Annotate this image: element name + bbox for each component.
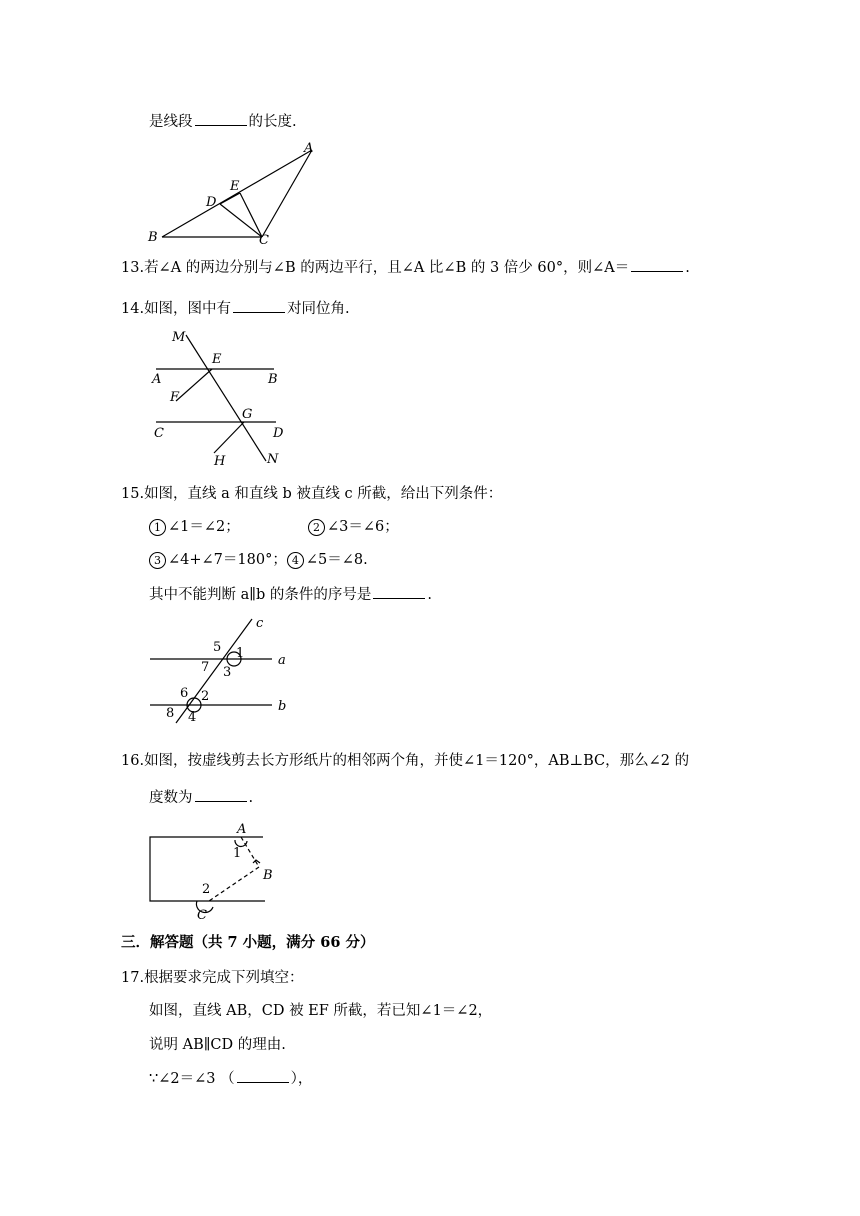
fig15-angle-1: 1 (236, 646, 245, 661)
fig14-label-g: G (242, 407, 253, 422)
figure-16 (147, 822, 297, 922)
fig12-label-d: D (206, 195, 217, 210)
q16-answer-blank[interactable] (195, 787, 247, 802)
q15-condition-1-text: ∠1＝∠2； (168, 519, 240, 535)
fig15-angle-7: 7 (201, 660, 210, 675)
fig14-line-mn (186, 335, 266, 461)
q17-line-4 (149, 1068, 312, 1089)
q17-line-4-post: ）， (290, 1071, 313, 1087)
fig14-label-d: D (273, 426, 284, 441)
q15 (121, 484, 502, 504)
q14-answer-blank[interactable] (233, 298, 285, 313)
q15-ask (149, 584, 432, 605)
fig16-label-c: C (197, 908, 207, 923)
q16-text-pre: 度数为 (149, 790, 193, 806)
q16-number: 16. (121, 753, 145, 769)
q12-tail (149, 111, 297, 132)
q13-text: 若∠A 的两边分别与∠B 的两边平行，且∠A 比∠B 的 3 倍少 60°，则∠A＝ (144, 260, 630, 276)
fig16-label-b: B (263, 868, 273, 883)
q13 (121, 257, 690, 278)
fig14-label-n: N (267, 452, 279, 467)
fig15-label-c: c (256, 616, 264, 631)
q13-answer-blank[interactable] (631, 257, 683, 272)
q15-ask-end: . (427, 587, 432, 603)
fig14-ray-ef (176, 369, 212, 401)
circled-number-4: 4 (287, 552, 304, 569)
fig12-segment-de (220, 193, 240, 204)
fig12-label-a: A (304, 141, 314, 156)
fig14-label-m: M (172, 330, 186, 345)
q17-number: 17. (121, 970, 145, 986)
fig15-angle-5: 5 (213, 640, 222, 655)
q17-line-4-pre: ∵∠2＝∠3 （ (149, 1071, 235, 1087)
fig15-angle-8: 8 (166, 706, 175, 721)
fig12-segment-ca (262, 150, 312, 237)
q15-condition-1 (149, 517, 240, 537)
q16-text-line-1: 如图，按虚线剪去长方形纸片的相邻两个角，并使∠1＝120°，AB⊥BC，那么∠2 的 (144, 753, 690, 769)
q14-text-post: 对同位角. (287, 301, 350, 317)
q12-text-pre: 是线段 (149, 114, 193, 130)
q16-text-end: . (248, 790, 254, 806)
q13-text-end: . (685, 260, 690, 276)
q17-line-3: 说明 AB∥CD 的理由. (149, 1037, 286, 1053)
fig15-angle-3: 3 (223, 665, 232, 680)
fig14-label-c: C (154, 426, 164, 441)
fig12-segment-ec (240, 193, 262, 237)
fig14-label-b: B (268, 372, 278, 387)
q16-line-1 (121, 751, 689, 771)
fig15-label-a: a (278, 653, 286, 668)
figure-15 (146, 615, 316, 727)
fig15-angle-2: 2 (201, 689, 210, 704)
fig14-label-a: A (152, 372, 162, 387)
circled-number-2: 2 (308, 519, 325, 536)
fig14-label-f: F (170, 390, 180, 405)
q15-condition-4-text: ∠5＝∠8. (305, 552, 368, 568)
fig15-angle-6: 6 (180, 686, 189, 701)
fig16-angle-2: 2 (202, 882, 211, 897)
fig16-cut-line-ab (241, 837, 259, 867)
circled-number-3: 3 (149, 552, 166, 569)
fig16-label-a: A (237, 822, 247, 837)
q15-condition-2-text: ∠3＝∠6； (327, 519, 399, 535)
q15-answer-blank[interactable] (373, 584, 425, 599)
fig16-cut-line-bc (209, 867, 259, 901)
q14-text-pre: 如图，图中有 (144, 301, 232, 317)
fig15-angle-4: 4 (188, 710, 197, 725)
q14 (121, 298, 350, 319)
q15-text: 如图，直线 a 和直线 b 被直线 c 所截，给出下列条件： (144, 486, 503, 502)
figure-12 (140, 138, 330, 248)
fig16-angle-1: 1 (233, 846, 242, 861)
q17-reason-blank[interactable] (237, 1068, 289, 1083)
q17-line-1 (121, 968, 304, 988)
q17-line-2: 如图，直线 AB，CD 被 EF 所截，若已知∠1＝∠2， (149, 1003, 493, 1019)
figure-14 (148, 325, 308, 475)
section-3-title: 三．解答题（共 7 小题，满分 66 分） (121, 934, 375, 951)
fig15-label-b: b (278, 699, 287, 714)
fig14-ray-gh (214, 422, 244, 453)
q12-text-post: 的长度. (248, 114, 297, 130)
q15-condition-3-4 (149, 550, 368, 570)
q12-answer-blank[interactable] (195, 111, 247, 126)
q14-number: 14. (121, 301, 145, 317)
fig14-label-e: E (212, 352, 222, 367)
fig12-label-e: E (230, 179, 240, 194)
q15-number: 15. (121, 486, 145, 502)
fig12-segment-dc (220, 204, 262, 237)
q15-ask-text: 其中不能判断 a∥b 的条件的序号是 (149, 587, 372, 603)
fig12-label-c: C (259, 233, 269, 248)
fig14-label-h: H (214, 454, 226, 469)
q15-condition-2 (308, 517, 399, 537)
circled-number-1: 1 (149, 519, 166, 536)
fig12-label-b: B (148, 230, 158, 245)
q16-line-2 (149, 787, 253, 808)
q17-text: 根据要求完成下列填空： (144, 970, 304, 986)
q13-number: 13. (121, 260, 145, 276)
q15-condition-3-text: ∠4+∠7＝180°； (168, 552, 287, 568)
